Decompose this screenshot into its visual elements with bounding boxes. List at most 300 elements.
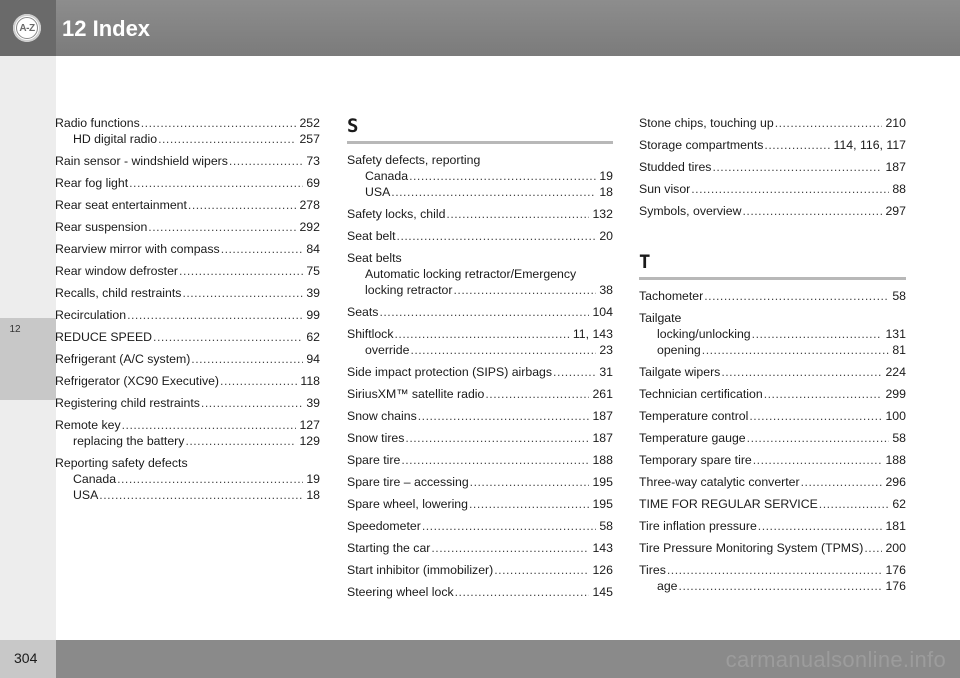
index-entry-line [55,153,320,169]
entry-page: 58 [892,289,906,303]
index-entry-line [55,263,320,279]
index-entry-line [347,206,613,222]
index-entry-line [639,203,906,219]
section-spacer [639,225,906,251]
entry-text: Registering child restraints [55,396,200,410]
index-entry [639,562,906,594]
entry-text: Temperature gauge [639,431,746,445]
entry-page: 176 [885,579,906,593]
entry-text: Storage compartments [639,138,764,152]
index-entry [639,137,906,153]
index-entry [347,540,613,556]
dot-leader [721,364,882,380]
index-entry [55,351,320,367]
dot-leader [409,168,596,184]
entry-page: 58 [599,519,613,533]
entry-page: 181 [885,519,906,533]
index-entry [639,181,906,197]
index-entry-line [55,329,320,345]
dot-leader [764,386,883,402]
entry-page: 58 [892,431,906,445]
index-entry-line [639,364,906,380]
dot-leader [158,131,296,147]
index-subentry [347,282,613,298]
entry-text: Start inhibitor (immobilizer) [347,563,494,577]
index-entry [639,540,906,556]
index-entry [55,455,320,503]
dot-leader [801,474,883,490]
dot-leader [553,364,596,380]
index-entry [347,206,613,222]
entry-text: Three-way catalytic converter [639,475,800,489]
index-entry [639,115,906,131]
index-column-3 [639,115,906,600]
entry-text: age [657,579,678,593]
page-title: 12 Index [62,16,151,41]
entry-text: Tailgate [639,311,682,325]
index-entry [347,584,613,600]
chapter-tab-label: 12 [9,324,21,335]
index-entry [639,310,906,358]
index-entry [347,518,613,534]
index-entry-line [55,285,320,301]
entry-page: 38 [599,283,613,297]
entry-text: USA [73,488,99,502]
index-entry [639,474,906,490]
index-subentry [639,342,906,358]
page-header [0,0,960,56]
entry-page: 195 [592,475,613,489]
index-entry-line [55,115,320,131]
dot-leader [679,578,883,594]
index-subentry [347,266,613,282]
section-divider [639,277,906,280]
index-entry-line [639,386,906,402]
entry-text: Steering wheel lock [347,585,454,599]
index-subentry [347,342,613,358]
index-subentry [639,578,906,594]
dot-leader [129,175,303,191]
index-entry [347,250,613,298]
index-entry-line [639,562,906,578]
entry-text: Rear fog light [55,176,129,190]
index-entry [55,197,320,213]
section-letter: T [639,251,651,273]
index-subentry [347,184,613,200]
header-badge-area [0,0,56,56]
entry-page: 296 [885,475,906,489]
entry-text: SiriusXM™ satellite radio [347,387,485,401]
index-entry-line [639,288,906,304]
entry-page: 297 [885,204,906,218]
dot-leader [485,386,589,402]
dot-leader [179,263,303,279]
entry-text: Seat belt [347,229,396,243]
entry-text: USA [365,185,391,199]
index-entry-line [55,395,320,411]
dot-leader [691,181,889,197]
index-entry [347,474,613,490]
side-strip [0,56,56,640]
index-entry [639,203,906,219]
index-entry-line [55,373,320,389]
index-entry [639,518,906,534]
entry-page: 100 [885,409,906,423]
entry-text: Rearview mirror with compass [55,242,220,256]
entry-page: 39 [306,396,320,410]
dot-leader [191,351,303,367]
dot-leader [229,153,303,169]
entry-page: 129 [299,434,320,448]
watermark: carmanualsonline.info [725,647,946,672]
entry-text: Seats [347,305,379,319]
dot-leader [405,430,589,446]
index-entry-line [639,518,906,534]
entry-text: Studded tires [639,160,712,174]
dot-leader [201,395,303,411]
entry-page: 62 [892,497,906,511]
entry-page: 81 [892,343,906,357]
index-entry [347,496,613,512]
dot-leader [494,562,589,578]
dot-leader [220,373,297,389]
index-entry-line [347,364,613,380]
dot-leader [117,471,303,487]
entry-page: 131 [885,327,906,341]
entry-page: 224 [885,365,906,379]
entry-text: TIME FOR REGULAR SERVICE [639,497,818,511]
dot-leader [864,540,882,556]
page-number: 304 [14,650,38,666]
index-subentry [55,131,320,147]
index-entry [55,329,320,345]
index-entry-line [347,584,613,600]
index-entry-line [55,455,320,471]
a-z-ring [16,17,38,39]
index-entry-line [639,159,906,175]
entry-page: 114, 116, 117 [833,138,906,152]
section-divider [347,141,613,144]
index-entry-line [347,152,613,168]
entry-page: 19 [599,169,613,183]
dot-leader [182,285,303,301]
index-entry-line [639,496,906,512]
index-entry-line [347,452,613,468]
index-entry-line [347,304,613,320]
index-entry [55,175,320,191]
entry-page: 145 [592,585,613,599]
entry-page: 292 [299,220,320,234]
entry-page: 118 [300,374,320,388]
entry-text: Spare wheel, lowering [347,497,468,511]
index-entry [55,285,320,301]
entry-page: 257 [299,132,320,146]
dot-leader [221,241,304,257]
index-entry-line [347,326,613,342]
chapter-tab [0,318,56,400]
index-entry-line [55,241,320,257]
dot-leader [455,584,590,600]
entry-text: Speedometer [347,519,421,533]
index-entry-line [347,408,613,424]
index-column-1 [55,115,320,509]
index-subentry [639,326,906,342]
index-entry [55,373,320,389]
section-letter-block [639,251,906,280]
index-entry-line [347,496,613,512]
entry-page: 20 [599,229,613,243]
entry-page: 62 [306,330,320,344]
dot-leader [712,159,882,175]
index-entry-line [639,181,906,197]
dot-leader [749,408,882,424]
entry-text: Spare tire – accessing [347,475,469,489]
entry-text: Recalls, child restraints [55,286,182,300]
index-column-2 [347,115,613,606]
entry-page: 94 [306,352,320,366]
dot-leader [394,326,569,342]
index-entry [639,159,906,175]
index-entry-line [347,474,613,490]
entry-page: 252 [299,116,320,130]
entry-text: Remote key [55,418,121,432]
entry-page: 200 [885,541,906,555]
index-subentry [55,471,320,487]
entry-text: Technician certification [639,387,763,401]
dot-leader [747,430,890,446]
dot-leader [185,433,296,449]
entry-text: Snow chains [347,409,417,423]
entry-page: 195 [592,497,613,511]
index-entry [347,364,613,380]
footer-page-box [0,640,56,678]
entry-page: 19 [306,472,320,486]
entry-text: Refrigerator (XC90 Executive) [55,374,220,388]
index-entry [55,307,320,323]
entry-page: 73 [306,154,320,168]
dot-leader [446,206,589,222]
entry-page: 31 [599,365,613,379]
entry-text: Spare tire [347,453,401,467]
dot-leader [775,115,883,131]
dot-leader [758,518,883,534]
dot-leader [704,288,889,304]
index-entry [347,452,613,468]
dot-leader [431,540,589,556]
entry-page: 75 [306,264,320,278]
entry-page: 23 [599,343,613,357]
index-entry-line [55,417,320,433]
dot-leader [753,452,883,468]
index-entry-line [347,228,613,244]
dot-leader [453,282,596,298]
entry-text: REDUCE SPEED [55,330,153,344]
entry-page: 188 [885,453,906,467]
entry-page: 210 [885,116,906,130]
dot-leader [702,342,890,358]
index-entry [55,153,320,169]
entry-text: Side impact protection (SIPS) airbags [347,365,553,379]
index-entry [639,430,906,446]
index-entry [639,496,906,512]
entry-text: locking retractor [365,283,453,297]
dot-leader [122,417,297,433]
section-letter-block [347,115,613,144]
dot-leader [410,342,596,358]
index-entry [347,228,613,244]
index-subentry [347,168,613,184]
entry-page: 261 [592,387,613,401]
entry-page: 18 [599,185,613,199]
entry-text: Canada [73,472,117,486]
dot-leader [470,474,590,490]
entry-text: Tire Pressure Monitoring System (TPMS) [639,541,864,555]
entry-page: 127 [299,418,320,432]
entry-page: 126 [592,563,613,577]
a-z-label: A-Z [19,22,35,34]
index-entry [639,364,906,380]
entry-page: 187 [592,431,613,445]
dot-leader [401,452,589,468]
entry-text: Radio functions [55,116,140,130]
index-entry [347,408,613,424]
entry-page: 278 [299,198,320,212]
entry-text: Safety locks, child [347,207,446,221]
entry-text: Stone chips, touching up [639,116,774,130]
entry-page: 11, 143 [572,327,613,341]
index-entry [55,219,320,235]
entry-page: 187 [592,409,613,423]
entry-text: Temporary spare tire [639,453,752,467]
index-entry [639,452,906,468]
dot-leader [469,496,589,512]
index-entry-line [347,518,613,534]
index-entry-line [639,452,906,468]
dot-leader [397,228,597,244]
dot-leader [148,219,296,235]
entry-text: Automatic locking retractor/Emergency [365,267,577,281]
index-entry-line [347,430,613,446]
entry-text: Sun visor [639,182,691,196]
dot-leader [819,496,890,512]
index-subentry [55,433,320,449]
page-footer [0,640,960,678]
dot-leader [667,562,883,578]
entry-text: locking/unlocking [657,327,751,341]
entry-page: 88 [892,182,906,196]
index-entry-line [639,115,906,131]
dot-leader [127,307,303,323]
entry-text: Tachometer [639,289,704,303]
index-entry-line [347,562,613,578]
entry-text: Rear suspension [55,220,148,234]
index-entry-line [639,137,906,153]
index-entry [347,304,613,320]
entry-text: Safety defects, reporting [347,153,481,167]
dot-leader [153,329,303,345]
index-entry [639,288,906,304]
entry-text: HD digital radio [73,132,158,146]
section-letter: S [347,115,359,137]
index-entry [347,152,613,200]
entry-page: 132 [592,207,613,221]
entry-page: 39 [306,286,320,300]
entry-text: Tire inflation pressure [639,519,757,533]
entry-text: Tires [639,563,666,577]
index-entry [55,417,320,449]
index-entry-line [639,474,906,490]
entry-text: Snow tires [347,431,405,445]
index-entry [639,386,906,402]
entry-page: 299 [885,387,906,401]
entry-text: Starting the car [347,541,431,555]
entry-text: Refrigerant (A/C system) [55,352,191,366]
entry-page: 18 [306,488,320,502]
index-entry-line [347,386,613,402]
index-entry-line [55,219,320,235]
entry-text: Seat belts [347,251,402,265]
index-entry [55,395,320,411]
entry-page: 84 [306,242,320,256]
dot-leader [99,487,303,503]
entry-page: 99 [306,308,320,322]
index-entry [55,241,320,257]
index-entry-line [55,351,320,367]
index-entry-line [55,175,320,191]
index-entry [55,263,320,279]
dot-leader [188,197,297,213]
entry-text: override [365,343,410,357]
index-entry [347,386,613,402]
index-subentry [55,487,320,503]
index-entry [347,326,613,358]
entry-page: 104 [592,305,613,319]
index-entry [639,408,906,424]
dot-leader [391,184,596,200]
entry-page: 187 [885,160,906,174]
entry-page: 143 [592,541,613,555]
dot-leader [141,115,297,131]
dot-leader [422,518,596,534]
entry-text: Rear seat entertainment [55,198,187,212]
entry-page: 188 [592,453,613,467]
entry-text: Rear window defroster [55,264,179,278]
dot-leader [379,304,589,320]
entry-text: replacing the battery [73,434,185,448]
index-entry-line [55,197,320,213]
entry-text: Temperature control [639,409,749,423]
entry-text: Canada [365,169,409,183]
entry-text: Tailgate wipers [639,365,721,379]
index-entry-line [639,310,906,326]
entry-text: Symbols, overview [639,204,742,218]
index-entry-line [639,408,906,424]
entry-page: 176 [885,563,906,577]
index-entry-line [55,307,320,323]
index-entry [347,562,613,578]
entry-page: 69 [306,176,320,190]
a-z-index-icon [13,14,41,42]
index-entry-line [639,430,906,446]
index-entry-line [639,540,906,556]
entry-text: Recirculation [55,308,127,322]
entry-text: Rain sensor - windshield wipers [55,154,228,168]
dot-leader [752,326,883,342]
index-entry-line [347,540,613,556]
index-entry [55,115,320,147]
dot-leader [418,408,590,424]
index-entry [347,430,613,446]
